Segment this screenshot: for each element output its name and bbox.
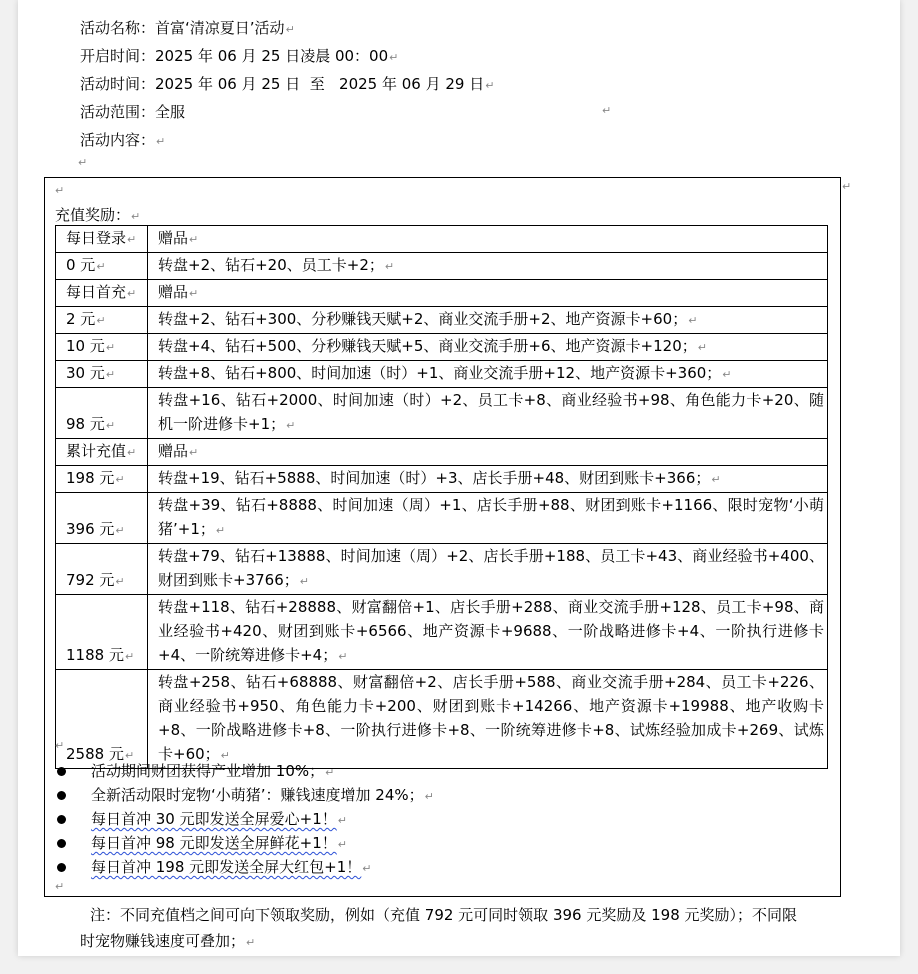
paragraph-mark-icon: ↵	[246, 936, 256, 949]
reward-cell: 转盘+2、钻石+300、分秒赚钱天赋+2、商业交流手册+2、地产资源卡+60；↵	[148, 307, 828, 334]
tier-cell: 每日登录↵	[56, 226, 148, 253]
paragraph-mark-icon: ↵	[55, 880, 65, 893]
paragraph-mark-icon: ↵	[55, 739, 65, 752]
bonus-list	[55, 759, 434, 879]
tier-cell: 每日首充↵	[56, 280, 148, 307]
recharge-reward-title: 充值奖励：↵	[55, 206, 141, 224]
paragraph-mark-icon: ↵	[156, 135, 166, 148]
list-item: 活动期间财团获得产业增加 10%；↵	[55, 759, 434, 783]
reward-cell: 赠品↵	[148, 280, 828, 307]
reward-cell: 转盘+258、钻石+68888、财富翻倍+2、店长手册+588、商业交流手册+284、员工卡+226、商业经验书+950、角色能力卡+200、财团到账卡+14266、地产资源卡+19988、地产收购卡+8、一阶战略进修卡+8、一阶执行进修卡+8、一阶统筹进修卡+8、试炼经验加成卡+269、试炼卡+60；↵	[148, 670, 828, 769]
table-row	[56, 334, 828, 361]
activity-content-label: 活动内容：	[80, 131, 156, 149]
reward-cell: 转盘+4、钻石+500、分秒赚钱天赋+5、商业交流手册+6、地产资源卡+120；↵	[148, 334, 828, 361]
table-row	[56, 226, 828, 253]
paragraph-mark-icon: ↵	[362, 862, 372, 875]
paragraph-mark-icon: ↵	[842, 180, 852, 193]
paragraph-mark-icon: ↵	[424, 790, 434, 803]
list-item: 全新活动限时宠物‘小萌猪’：赚钱速度增加 24%；↵	[55, 783, 434, 807]
bullet-icon	[57, 791, 66, 800]
reward-cell: 转盘+19、钻石+5888、时间加速（时）+3、店长手册+48、财团到账卡+366；↵	[148, 466, 828, 493]
paragraph-mark-icon: ↵	[337, 814, 347, 827]
activity-content-line	[80, 126, 494, 154]
paragraph-mark-icon: ↵	[78, 156, 88, 169]
reward-cell: 转盘+2、钻石+20、员工卡+2；↵	[148, 253, 828, 280]
start-time-label: 开启时间：	[80, 47, 156, 65]
tier-cell: 2 元↵	[56, 307, 148, 334]
footnote: 注：不同充值档之间可向下领取奖励，例如（充值 792 元可同时领取 396 元奖励及 198 元奖励）；不同限时宠物赚钱速度可叠加；↵	[80, 906, 798, 950]
reward-cell: 转盘+118、钻石+28888、财富翻倍+1、店长手册+288、商业交流手册+128、员工卡+98、商业经验书+420、财团到账卡+6566、地产资源卡+9688、一阶战略进修卡+4、一阶执行进修卡+4、一阶统筹进修卡+4；↵	[148, 595, 828, 670]
table-row	[56, 670, 828, 769]
table-row	[56, 595, 828, 670]
table-row	[56, 466, 828, 493]
paragraph-mark-icon: ↵	[602, 104, 612, 117]
tier-cell: 累计充值↵	[56, 439, 148, 466]
bullet-icon	[57, 815, 66, 824]
bullet-icon	[57, 863, 66, 872]
document-page	[18, 0, 900, 956]
reward-cell: 转盘+79、钻石+13888、时间加速（周）+2、店长手册+188、员工卡+43、商业经验书+400、财团到账卡+3766；↵	[148, 544, 828, 595]
activity-name-label: 活动名称：	[80, 19, 156, 37]
tier-cell: 2588 元↵	[56, 670, 148, 769]
paragraph-mark-icon: ↵	[55, 184, 65, 197]
table-row	[56, 253, 828, 280]
reward-table	[55, 225, 828, 769]
reward-cell: 转盘+39、钻石+8888、时间加速（周）+1、店长手册+88、财团到账卡+1166、限时宠物‘小萌猪’+1；↵	[148, 493, 828, 544]
table-row	[56, 280, 828, 307]
list-item: 每日首冲 98 元即发送全屏鲜花+1！↵	[55, 831, 434, 855]
tier-cell: 396 元↵	[56, 493, 148, 544]
activity-scope-value: 全服	[155, 103, 186, 121]
table-row	[56, 439, 828, 466]
tier-cell: 792 元↵	[56, 544, 148, 595]
activity-scope-line	[80, 98, 494, 126]
reward-cell: 赠品↵	[148, 439, 828, 466]
table-row	[56, 493, 828, 544]
paragraph-mark-icon: ↵	[389, 51, 399, 64]
tier-cell: 0 元↵	[56, 253, 148, 280]
activity-name-line	[80, 14, 494, 42]
activity-name-value: 首富‘清凉夏日’活动	[155, 19, 285, 37]
tier-cell: 10 元↵	[56, 334, 148, 361]
activity-scope-label: 活动范围：	[80, 103, 156, 121]
paragraph-mark-icon: ↵	[285, 23, 295, 36]
tier-cell: 98 元↵	[56, 388, 148, 439]
list-item: 每日首冲 30 元即发送全屏爱心+1！↵	[55, 807, 434, 831]
activity-period-line	[80, 70, 494, 98]
table-row	[56, 544, 828, 595]
start-time-line	[80, 42, 494, 70]
reward-cell: 转盘+16、钻石+2000、时间加速（时）+2、员工卡+8、商业经验书+98、角色能力卡+20、随机一阶进修卡+1；↵	[148, 388, 828, 439]
paragraph-mark-icon: ↵	[325, 766, 335, 779]
bullet-icon	[57, 839, 66, 848]
paragraph-mark-icon: ↵	[337, 838, 347, 851]
list-item: 每日首冲 198 元即发送全屏大红包+1！↵	[55, 855, 434, 879]
bullet-icon	[57, 767, 66, 776]
table-row	[56, 307, 828, 334]
start-time-value: 2025 年 06 月 25 日凌晨 00：00	[155, 47, 389, 65]
activity-period-value: 2025 年 06 月 25 日 至 2025 年 06 月 29 日	[155, 75, 485, 93]
paragraph-mark-icon: ↵	[131, 210, 141, 223]
reward-cell: 转盘+8、钻石+800、时间加速（时）+1、商业交流手册+12、地产资源卡+360；↵	[148, 361, 828, 388]
tier-cell: 198 元↵	[56, 466, 148, 493]
paragraph-mark-icon: ↵	[485, 79, 495, 92]
content-frame	[44, 177, 841, 897]
table-row	[56, 361, 828, 388]
table-row	[56, 388, 828, 439]
reward-cell: 赠品↵	[148, 226, 828, 253]
tier-cell: 1188 元↵	[56, 595, 148, 670]
activity-header	[80, 14, 494, 154]
tier-cell: 30 元↵	[56, 361, 148, 388]
activity-period-label: 活动时间：	[80, 75, 156, 93]
